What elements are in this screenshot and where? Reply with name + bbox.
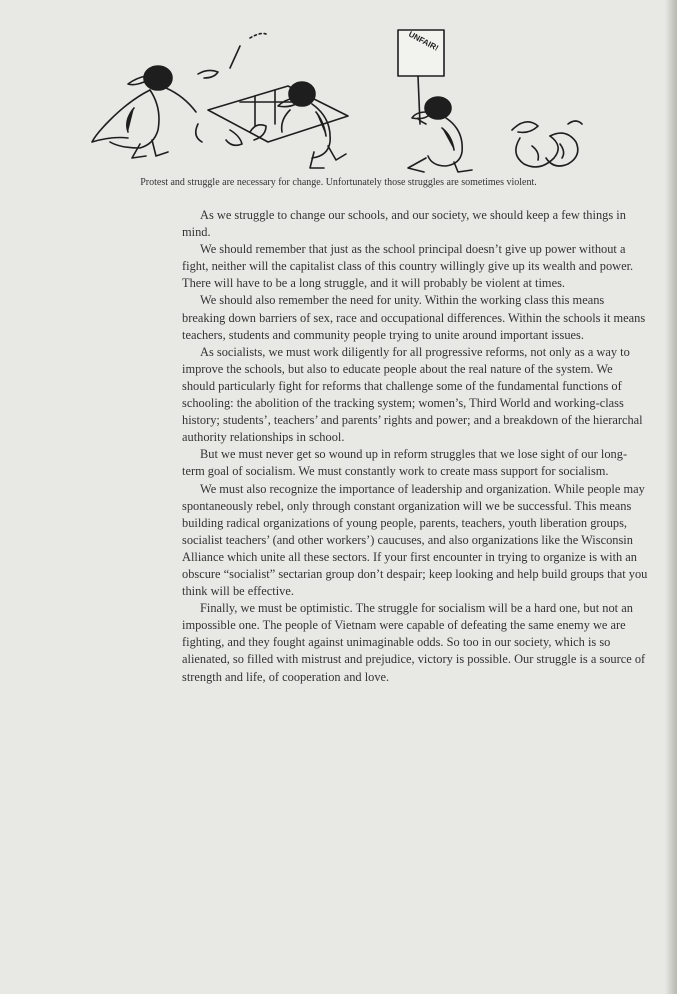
page-edge-shadow (665, 0, 677, 994)
article-body (182, 207, 648, 686)
paragraph: We must also recognize the importance of leadership and organization. While people may spontaneously rebel, only through constant organization will we be successful. This means building radical organizations of young people, parents, teachers, youth liberation groups, socialist teachers’ (and other workers’) caucuses, and also organizations like the Wisconsin Alliance which unite all these sectors. If your first encounter in trying to organize is with an obscure “socialist” sectarian group don’t despair; keep looking and help build groups that you think will be effective. (182, 481, 648, 599)
paragraph: But we must never get so wound up in reform struggles that we lose sight of our long-term goal of socialism. We must constantly work to create mass support for socialism. (182, 447, 628, 479)
paragraph: As we struggle to change our schools, and our society, we should keep a few things in mind. (182, 208, 626, 240)
ducklings-drawing (512, 121, 582, 167)
paragraph: Finally, we must be optimistic. The struggle for socialism will be a hard one, but not an impossible one. The people of Vietnam were capable of defeating the same enemy we are fighting, and they fought against unimaginable odds. So too in our society, which is so alienated, so filled with mistrust and prejudice, victory is possible. Our struggle is a source of strength and life, of cooperation and love. (182, 601, 646, 684)
figure-caption: Protest and struggle are necessary for change. Unfortunately those struggles are sometimes violent. (140, 177, 537, 188)
cartoon-illustration (80, 28, 600, 176)
desk-drawing (208, 34, 348, 143)
paragraph: As socialists, we must work diligently for all progressive reforms, not only as a way to improve the schools, but also to educate people about the real nature of the system. We should particularly fight for reforms that challenge some of the fundamental functions of schooling: the abolition of the tracking system; women’s, Third World and working-class history; students’, teachers’ and parents’ rights and power; and a breakdown of the hierarchal authority relationships in school. (182, 344, 643, 445)
sign-text: UNFAIR! (407, 29, 440, 53)
paragraph: We should remember that just as the school principal doesn’t give up power without a fight, neither will the capitalist class of this country willingly give up its wealth and power. There will have to be a long struggle, and it will probably be violent at times. (182, 242, 634, 291)
middle-duck-drawing (196, 82, 346, 168)
paragraph: We should also remember the need for unity. Within the working class this means breaking down barriers of sex, race and occupational differences. Within the schools it means teachers, students and community people trying to unite around important issues. (182, 293, 646, 342)
protest-duck-drawing (408, 97, 472, 172)
left-duck-drawing (92, 66, 218, 158)
